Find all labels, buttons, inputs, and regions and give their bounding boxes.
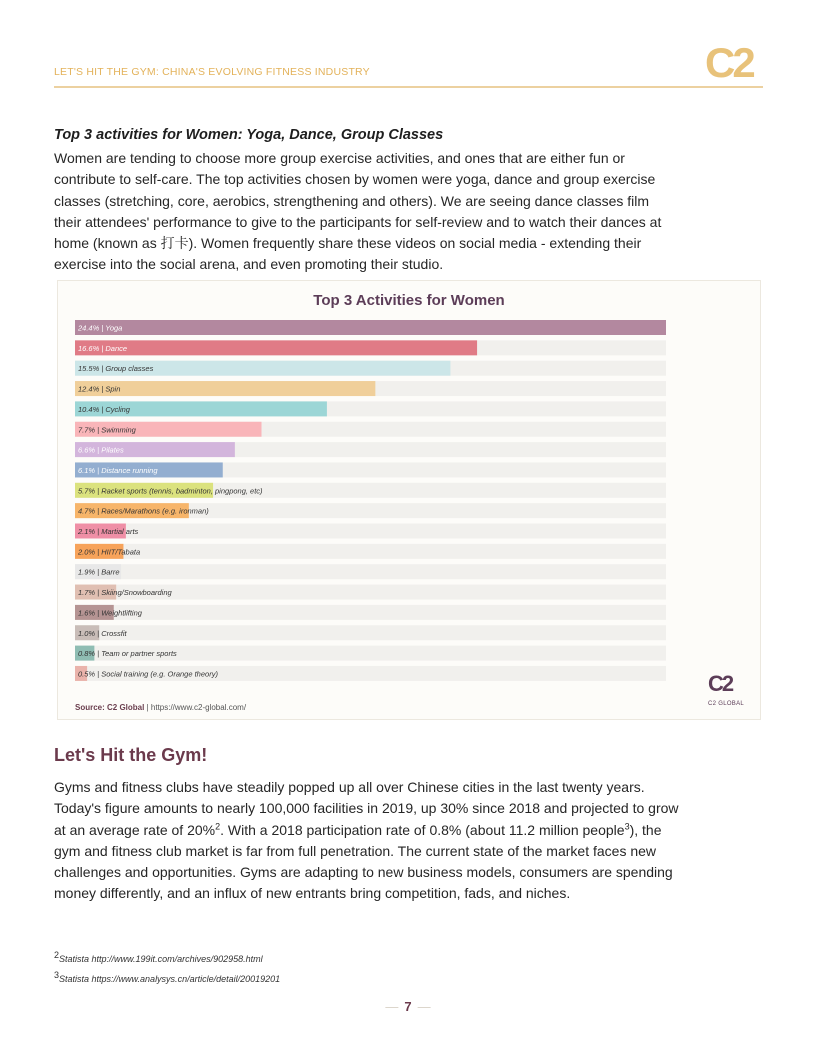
gym-text-part2: . With a 2018 participation rate of 0.8% (about 11.2 million people — [220, 821, 625, 838]
bar-label: 6.1% | Distance running — [78, 465, 158, 475]
gym-text-part1: Gyms and fitness clubs have steadily popped up all over Chinese cities in the last twenty years. Today's figure amounts to nearly 100,000 facilities in 2019, up 30% since 2018 and projected to grow at an average rate of 20% — [54, 779, 679, 838]
bar-label: 7.7% | Swimming — [78, 425, 136, 435]
bar-label: 0.8% | Team or partner sports — [78, 649, 177, 659]
chart-title: Top 3 Activities for Women — [313, 292, 505, 309]
bar-label: 2.1% | Martial arts — [78, 527, 139, 536]
footnote-3 — [54, 970, 280, 984]
bar-label: 24.4% | Yoga — [78, 323, 123, 333]
footnote-3-num: 3 — [54, 970, 60, 980]
bar-label: 1.9% | Barre — [78, 567, 120, 577]
footnote-2-num: 2 — [54, 950, 60, 960]
bar-label: 16.6% | Dance — [78, 343, 128, 353]
bar-label: 2.0% | HIIT/Tabata — [78, 547, 141, 557]
bar-label: 1.6% | Weightlifting — [78, 608, 142, 618]
gym-text-part3: ), the gym and fitness club market is far from full penetration. The current state of the market faces new challenges and opportunities. Gyms are adapting to new business models, consumers are spending money differently, and an influx of new entrants bring competition, fads, and niches. — [54, 821, 673, 902]
bar-track — [75, 524, 666, 539]
bar-label: 12.4% | Spin — [78, 384, 121, 394]
bar-label: 15.5% | Group classes — [78, 364, 154, 374]
bar — [75, 340, 477, 355]
footnote-2-text: Statista http://www.199it.com/archives/902958.html — [59, 954, 263, 964]
bar-label: 0.5% | Social training (e.g. Orange theory) — [78, 669, 218, 679]
page-number: — 7 — — [385, 999, 431, 1014]
bar-track — [75, 605, 666, 620]
bar-track — [75, 564, 666, 579]
bar-label: 4.7% | Races/Marathons (e.g. ironman) — [78, 506, 209, 516]
bar-track — [75, 625, 666, 640]
bar — [75, 320, 666, 335]
paragraph-women-activities: Women are tending to choose more group exercise activities, and ones that are either fun or contribute to self-care. The top activities chosen by women were yoga, dance and group exercise classes (stretching, core, aerobics, strengthening and others). We are seeing dance classes film their attendees' performance to give to the participants for self-review and to watch their dances at home (known as 打卡). Women frequently share these videos on social media - extending their exercise into the social arena, and even promoting their studio. — [54, 150, 662, 273]
footnote-ref-3: 3 — [624, 820, 630, 831]
header-title: LET'S HIT THE GYM: CHINA'S EVOLVING FITNESS INDUSTRY — [54, 66, 370, 78]
chart-c2-logo: C2 — [708, 671, 733, 696]
chart-source — [75, 703, 246, 712]
c2-logo: C2 — [705, 39, 753, 86]
footnotes — [54, 950, 280, 990]
page-number-value: 7 — [404, 999, 412, 1014]
bar-label: 6.6% | Pilates — [78, 445, 124, 455]
bar-track — [75, 544, 666, 559]
chart-logo-caption: C2 GLOBAL — [708, 701, 745, 707]
chart-source-label: Source: C2 Global — [75, 703, 145, 712]
footnote-ref-2: 2 — [215, 820, 221, 831]
section-heading-women: Top 3 activities for Women: Yoga, Dance, Group Classes — [54, 127, 444, 143]
activities-chart — [57, 280, 761, 720]
bar-label: 1.0% | Crossfit — [78, 628, 127, 638]
footnote-2 — [54, 950, 280, 964]
header-divider — [54, 86, 763, 88]
paragraph-gym — [54, 777, 684, 905]
bar-chart-svg — [58, 281, 760, 719]
section-heading-gym: Let's Hit the Gym! — [54, 745, 208, 765]
bar-label: 10.4% | Cycling — [78, 404, 130, 414]
bar-label: 1.7% | Skiing/Snowboarding — [78, 588, 172, 598]
chart-source-url: | https://www.c2-global.com/ — [146, 703, 247, 712]
bar-label: 5.7% | Racket sports (tennis, badminton, pingpong, etc) — [78, 486, 263, 496]
footnote-3-text: Statista https://www.analysys.cn/article/detail/20019201 — [59, 974, 281, 984]
